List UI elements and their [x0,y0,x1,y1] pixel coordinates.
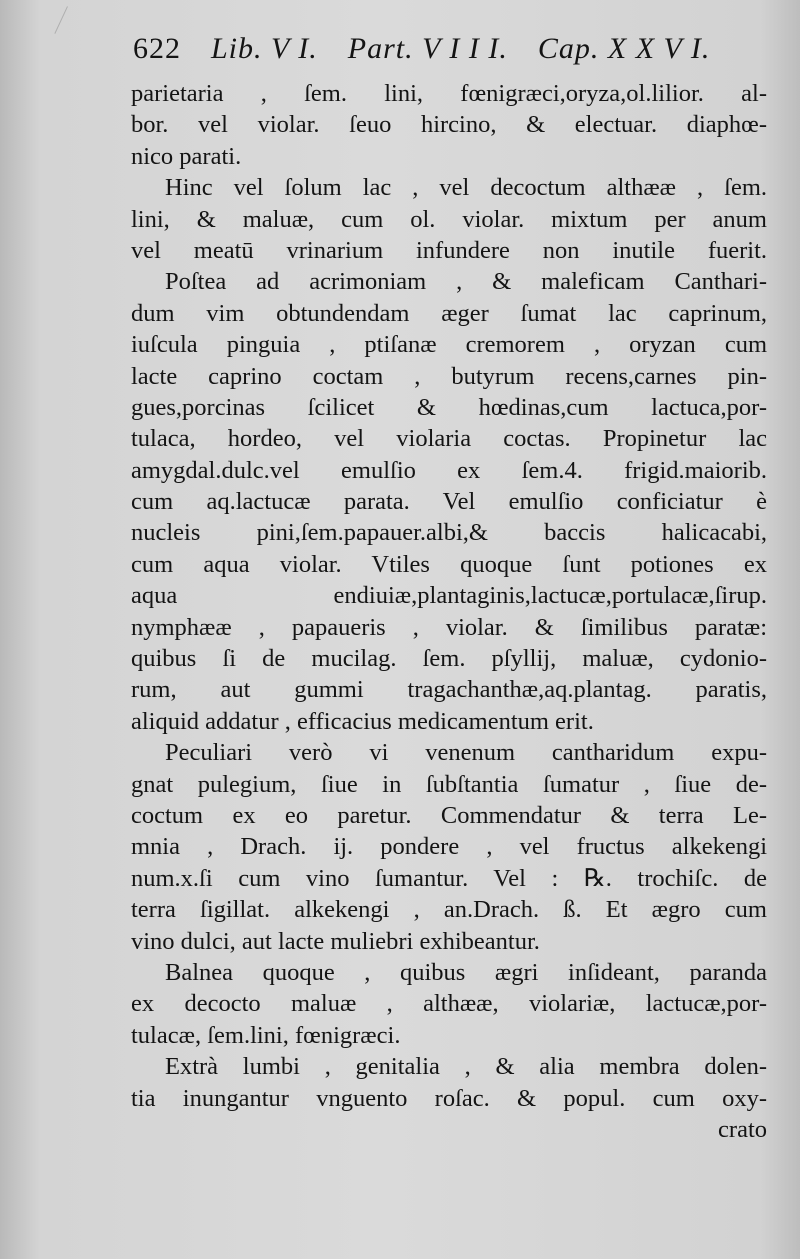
text-line: vino dulci, aut lacte muliebri exhibeantur. [131,927,540,955]
text-line: aliquid addatur , efficacius medicamentum erit. [131,707,594,735]
text-line: cum aq.lactucæ parata. Vel emulſio conficiatur è [131,488,767,516]
text-line: iuſcula pinguia , ptiſanæ cremorem , oryzan cum [131,331,767,359]
text-line: parietaria , ſem. lini, fœnigræci,oryza,ol.lilior. al- [131,80,767,107]
text-line: aqua endiuiæ,plantaginis,lactucæ,portulacæ,ſirup. [131,582,767,610]
text-line: quibus ſi de mucilag. ſem. pſyllij, maluæ, cydonio- [131,645,767,673]
text-line: dum vim obtundendam æger ſumat lac caprinum, [131,299,767,327]
text-line: Peculiari verò vi venenum cantharidum expu- [165,739,767,767]
text-line: vel meatū vrinarium infundere non inutile fuerit. [131,236,767,264]
text-line: crato [718,1115,767,1143]
text-line: num.x.ſi cum vino ſumantur. Vel : ℞. trochiſc. de [131,864,767,892]
header-part: Part. V I I I. [347,32,508,65]
text-line: Poſtea ad acrimoniam , & maleficam Canthari- [165,268,767,296]
text-line: lacte caprino coctam , butyrum recens,carnes pin- [131,362,767,390]
text-line: ex decocto maluæ , althææ, violariæ, lactucæ,por- [131,990,767,1018]
text-line: rum, aut gummi tragachanthæ,aq.plantag. paratis, [131,676,767,704]
header-chapter: Cap. X X V I. [537,32,711,65]
page-number: 622 [133,32,181,65]
text-line: nymphææ , papaueris , violar. & ſimilibus paratæ: [131,613,767,641]
text-line: nucleis pini,ſem.papauer.albi,& baccis halicacabi, [131,519,767,547]
header-book: Lib. V I. [211,32,318,65]
text-line: nico parati. [131,142,242,170]
text-line: Hinc vel ſolum lac , vel decoctum althææ , ſem. [165,174,767,202]
text-line: mnia , Drach. ij. pondere , vel fructus alkekengi [131,833,767,861]
text-line: Balnea quoque , quibus ægri inſideant, paranda [165,958,767,986]
text-line: gues,porcinas ſcilicet & hœdinas,cum lactuca,por- [131,393,767,421]
text-line: gnat pulegium, ſiue in ſubſtantia ſumatur , ſiue de- [131,770,767,798]
text-line: terra ſigillat. alkekengi , an.Drach. ß. Et ægro cum [131,896,767,924]
text-line: coctum ex eo paretur. Commendatur & terra Le- [131,801,767,829]
text-line: Extrà lumbi , genitalia , & alia membra dolen- [165,1053,767,1081]
text-line: lini, & maluæ, cum ol. violar. mixtum per anum [131,205,767,233]
margin-mark [54,6,80,40]
running-header [133,32,773,76]
text-line: tia inungantur vnguento roſac. & popul. cum oxy- [131,1084,767,1112]
text-line: tulaca, hordeo, vel violaria coctas. Propinetur lac [131,425,767,453]
text-line: bor. vel violar. ſeuo hircino, & electuar. diaphœ- [131,111,767,139]
text-line: tulacæ, ſem.lini, fœnigræci. [131,1021,401,1049]
text-line: amygdal.dulc.vel emulſio ex ſem.4. frigid.maiorib. [131,456,767,484]
body-text [131,78,767,1145]
text-line: cum aqua violar. Vtiles quoque ſunt potiones ex [131,550,767,578]
